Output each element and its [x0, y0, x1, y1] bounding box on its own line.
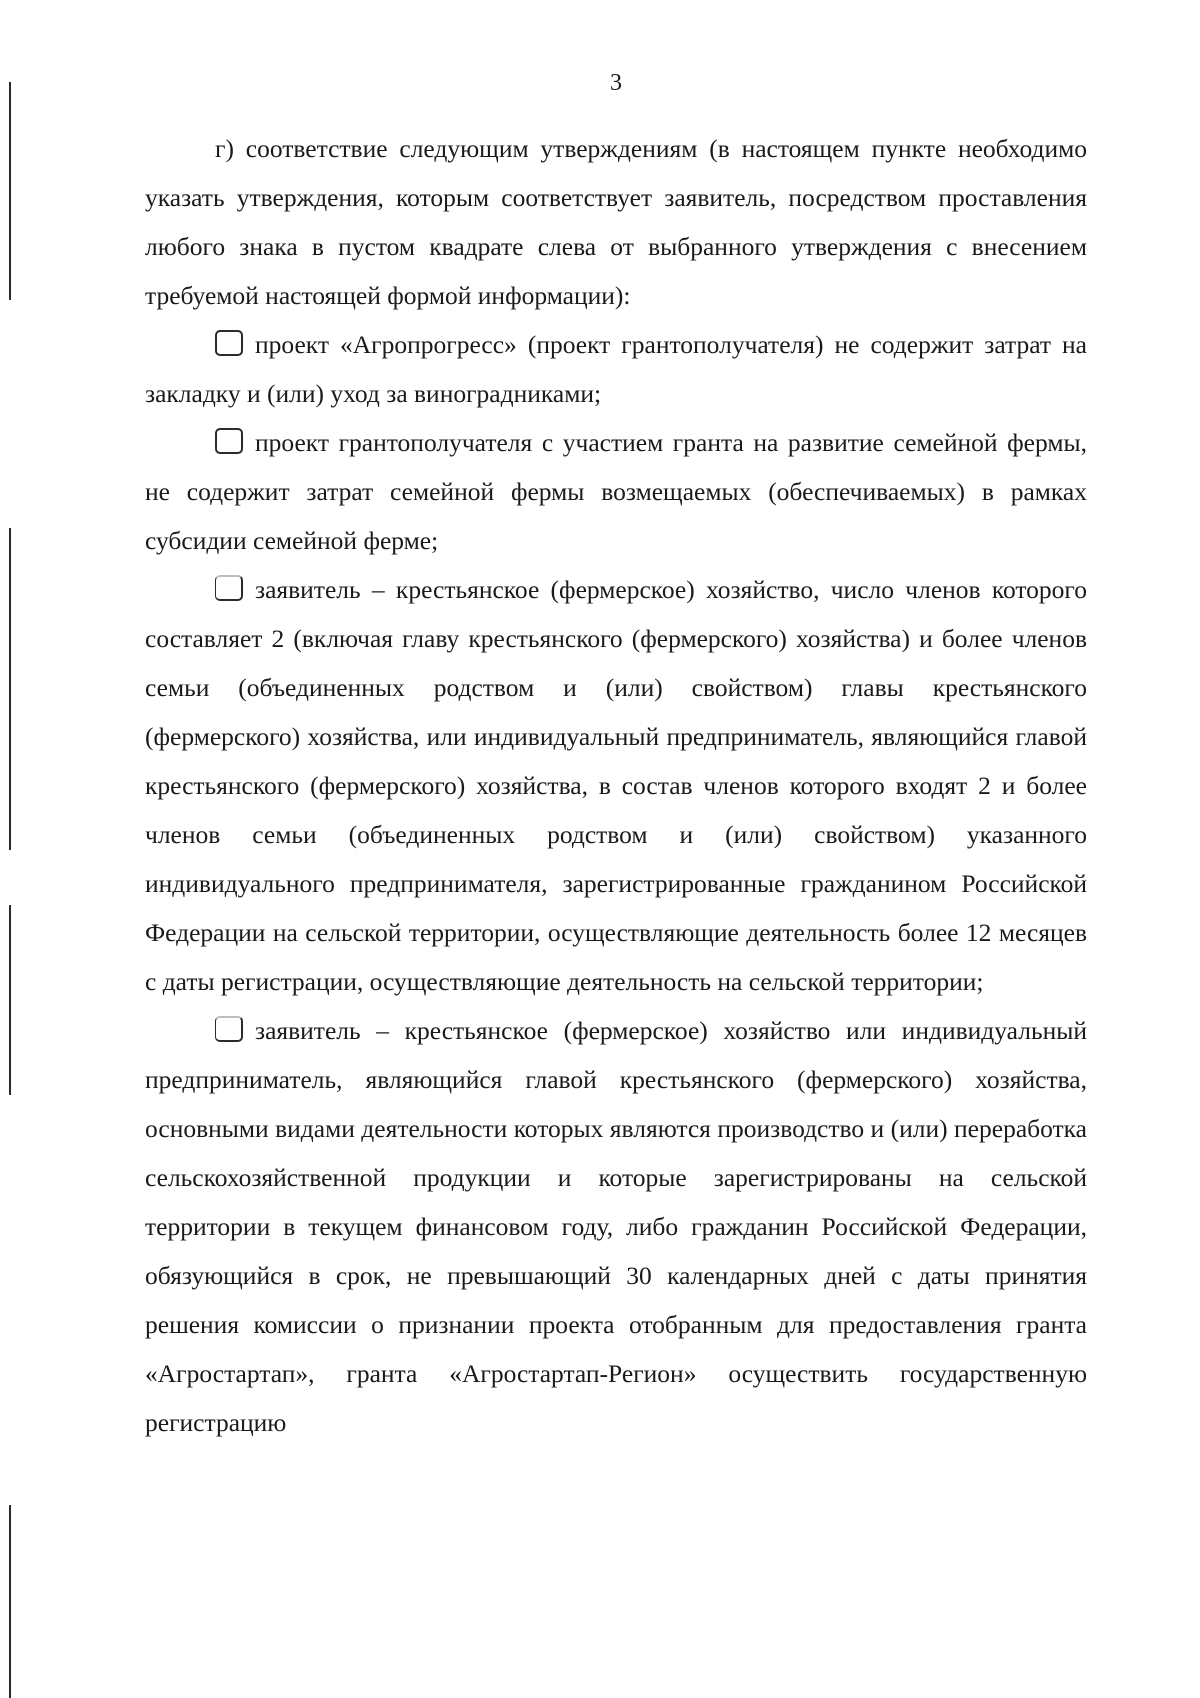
scan-edge-line: [9, 1505, 11, 1698]
option-text: заявитель – крестьянское (фермерское) хозяйство, число членов которого составляет 2 (включая главу крестьянского (фермерского) хозяйства) и более членов семьи (объединенных родством и (или) свойством) главы крестьянского (фермерского) хозяйства, или индивидуальный предприниматель, являющийся главой крестьянского (фермерского) хозяйства, в состав членов которого входят 2 и более членов семьи (объединенных родством и (или) свойством) указанного индивидуального предпринимателя, зарегистрированные гражданином Российской Федерации на сельской территории, осуществляющие деятельность более 12 месяцев с даты регистрации, осуществляющие деятельность на сельской территории;: [145, 575, 1087, 996]
page-number: 3: [610, 70, 622, 96]
intro-paragraph: г) соответствие следующим утверждениям (в настоящем пункте необходимо указать утверждения, которым соответствует заявитель, посредством проставления любого знака в пустом квадрате слева от выбранного утверждения с внесением требуемой настоящей формой информации):: [145, 134, 1087, 310]
option-paragraph-agrostartup: [145, 1006, 1087, 1447]
option-paragraph-agroprogress: [145, 320, 1087, 418]
option-text: заявитель – крестьянское (фермерское) хозяйство или индивидуальный предприниматель, являющийся главой крестьянского (фермерского) хозяйства, основными видами деятельности которых являются производство и (или) переработка сельскохозяйственной продукции и которые зарегистрированы на сельской территории в текущем финансовом году, либо гражданин Российской Федерации, обязующийся в срок, не превышающий 30 календарных дней с даты принятия решения комиссии о признании проекта отобранным для предоставления гранта «Агростартап», гранта «Агростартап-Регион» осуществить государственную регистрацию: [145, 1016, 1087, 1437]
document-body: [145, 124, 1087, 1447]
scan-edge-line: [9, 905, 11, 1095]
checkbox-agrostartup[interactable]: [215, 1016, 243, 1042]
checkbox-family-farm[interactable]: [215, 428, 243, 454]
option-text: проект «Агропрогресс» (проект грантополучателя) не содержит затрат на закладку и (или) уход за виноградниками;: [145, 330, 1087, 408]
checkbox-agroprogress[interactable]: [215, 330, 243, 356]
option-text: проект грантополучателя с участием гранта на развитие семейной фермы, не содержит затрат семейной фермы возмещаемых (обеспечиваемых) в рамках субсидии семейной ферме;: [145, 428, 1087, 555]
option-paragraph-kfh-members: [145, 565, 1087, 1006]
scan-edge-line: [9, 528, 11, 850]
option-paragraph-family-farm: [145, 418, 1087, 565]
scan-edge-line: [9, 82, 11, 300]
checkbox-kfh-members[interactable]: [215, 575, 243, 601]
